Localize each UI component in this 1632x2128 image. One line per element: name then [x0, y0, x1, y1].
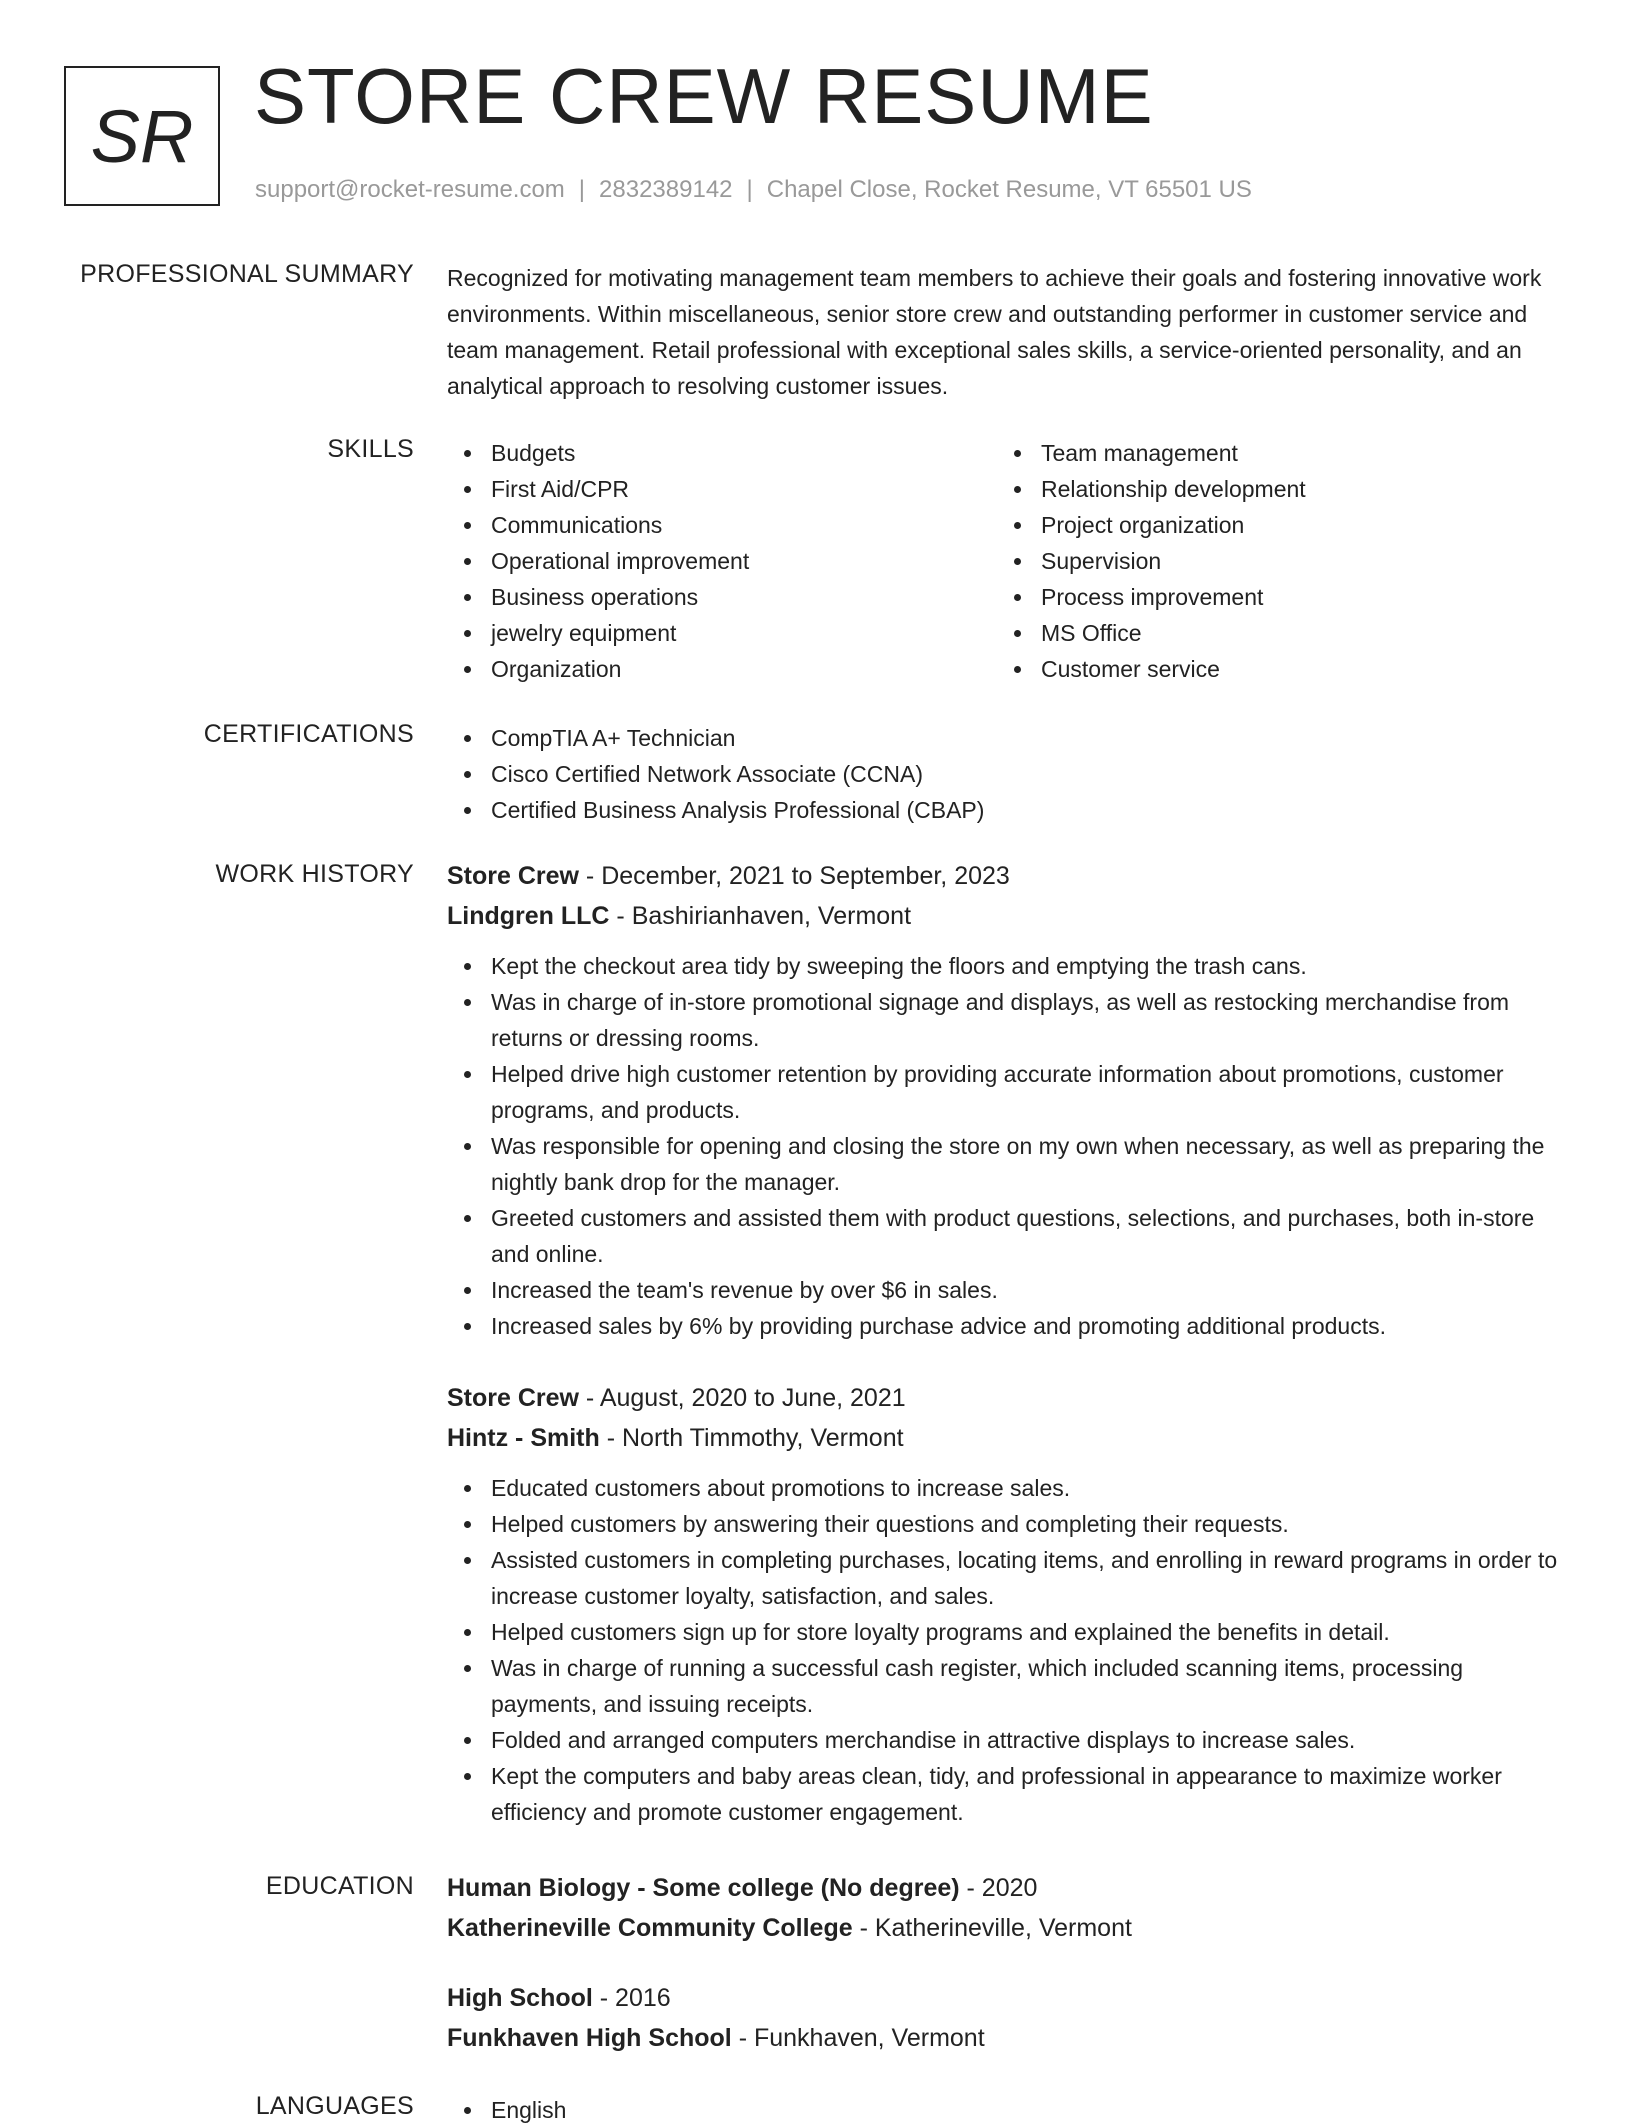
skill-item: Budgets — [447, 435, 997, 471]
skill-item: MS Office — [997, 615, 1547, 651]
job-bullets — [447, 948, 1567, 1344]
section-heading: LANGUAGES — [255, 2092, 414, 2120]
job-bullet: Increased sales by 6% by providing purchase advice and promoting additional products. — [447, 1308, 1567, 1344]
job-location: - North Timmothy, Vermont — [599, 1424, 904, 1452]
skill-item: jewelry equipment — [447, 615, 997, 651]
job-title: Store Crew — [447, 862, 579, 890]
education-entry — [447, 1978, 1567, 2058]
job-dates: - December, 2021 to September, 2023 — [578, 862, 1010, 890]
education-degree: High School — [447, 1984, 593, 2012]
monogram-logo: SR — [64, 66, 220, 206]
section-heading: WORK HISTORY — [215, 860, 414, 888]
job-bullet: Increased the team's revenue by over $6 in sales. — [447, 1272, 1567, 1308]
contact-separator: | — [578, 176, 586, 203]
summary-text: Recognized for motivating management team members to achieve their goals and fostering innovative work environments. Within miscellaneous, senior store crew and outstanding performer in customer service and team management. Retail professional with exceptional sales skills, a service-oriented personality, and an analytical approach to resolving customer issues. — [447, 265, 1542, 399]
job-bullet: Kept the computers and baby areas clean, tidy, and professional in appearance to maximize worker efficiency and promote customer engagement. — [447, 1758, 1567, 1830]
contact-email: support@rocket-resume.com — [255, 176, 565, 203]
job-dates: - August, 2020 to June, 2021 — [578, 1384, 906, 1412]
section-heading: PROFESSIONAL SUMMARY — [80, 260, 414, 288]
job-title: Store Crew — [447, 1384, 579, 1412]
job-bullet: Helped drive high customer retention by providing accurate information about promotions, customer programs, and products. — [447, 1056, 1567, 1128]
skill-item: First Aid/CPR — [447, 471, 997, 507]
job-bullet: Kept the checkout area tidy by sweeping the floors and emptying the trash cans. — [447, 948, 1567, 984]
skill-item: Team management — [997, 435, 1547, 471]
job-bullet: Was in charge of in-store promotional signage and displays, as well as restocking merchandise from returns or dressing rooms. — [447, 984, 1567, 1056]
job-bullet: Greeted customers and assisted them with product questions, selections, and purchases, both in-store and online. — [447, 1200, 1567, 1272]
section-heading: CERTIFICATIONS — [203, 720, 414, 748]
job-bullet: Helped customers by answering their questions and completing their requests. — [447, 1506, 1567, 1542]
skill-item: Customer service — [997, 651, 1547, 687]
resume-title: STORE CREW RESUME — [254, 52, 1154, 140]
job-bullet: Helped customers sign up for store loyalty programs and explained the benefits in detail. — [447, 1614, 1567, 1650]
skill-item: Relationship development — [997, 471, 1547, 507]
contact-address: Chapel Close, Rocket Resume, VT 65501 US — [766, 176, 1252, 203]
job-bullet: Was responsible for opening and closing the store on my own when necessary, as well as preparing the nightly bank drop for the manager. — [447, 1128, 1567, 1200]
education-degree: Human Biology - Some college (No degree) — [447, 1874, 960, 1902]
education-year: - 2020 — [959, 1874, 1038, 1902]
job-bullet: Educated customers about promotions to increase sales. — [447, 1470, 1567, 1506]
skill-item: Supervision — [997, 543, 1547, 579]
certification-item: Cisco Certified Network Associate (CCNA) — [447, 756, 1567, 792]
skill-item: Process improvement — [997, 579, 1547, 615]
education-school: Funkhaven High School — [447, 2024, 732, 2052]
skill-item: Organization — [447, 651, 997, 687]
job-entry — [447, 1378, 1567, 1830]
certifications-list — [447, 720, 1567, 828]
job-location: - Bashirianhaven, Vermont — [609, 902, 912, 930]
job-entry — [447, 856, 1567, 1344]
skill-item: Project organization — [997, 507, 1547, 543]
job-bullet: Folded and arranged computers merchandise in attractive displays to increase sales. — [447, 1722, 1567, 1758]
skill-item: Business operations — [447, 579, 997, 615]
education-school: Katherineville Community College — [447, 1914, 853, 1942]
section-heading: EDUCATION — [265, 1872, 414, 1900]
education-location: - Funkhaven, Vermont — [731, 2024, 985, 2052]
skill-item: Communications — [447, 507, 997, 543]
language-item: English — [447, 2092, 1567, 2128]
contact-phone: 2832389142 — [599, 176, 733, 203]
job-company: Lindgren LLC — [447, 902, 610, 930]
education-entry — [447, 1868, 1567, 1948]
languages-list — [447, 2092, 1567, 2128]
job-company: Hintz - Smith — [447, 1424, 600, 1452]
certification-item: Certified Business Analysis Professional (CBAP) — [447, 792, 1567, 828]
contact-line — [255, 176, 1252, 204]
skills-list-left — [447, 435, 997, 687]
education-location: - Katherineville, Vermont — [852, 1914, 1132, 1942]
section-heading: SKILLS — [327, 435, 414, 463]
job-bullets — [447, 1470, 1567, 1830]
certification-item: CompTIA A+ Technician — [447, 720, 1567, 756]
job-bullet: Assisted customers in completing purchases, locating items, and enrolling in reward programs in order to increase customer loyalty, satisfaction, and sales. — [447, 1542, 1567, 1614]
skill-item: Operational improvement — [447, 543, 997, 579]
education-year: - 2016 — [592, 1984, 671, 2012]
skills-list-right — [997, 435, 1547, 687]
job-bullet: Was in charge of running a successful cash register, which included scanning items, processing payments, and issuing receipts. — [447, 1650, 1567, 1722]
contact-separator: | — [746, 176, 753, 203]
